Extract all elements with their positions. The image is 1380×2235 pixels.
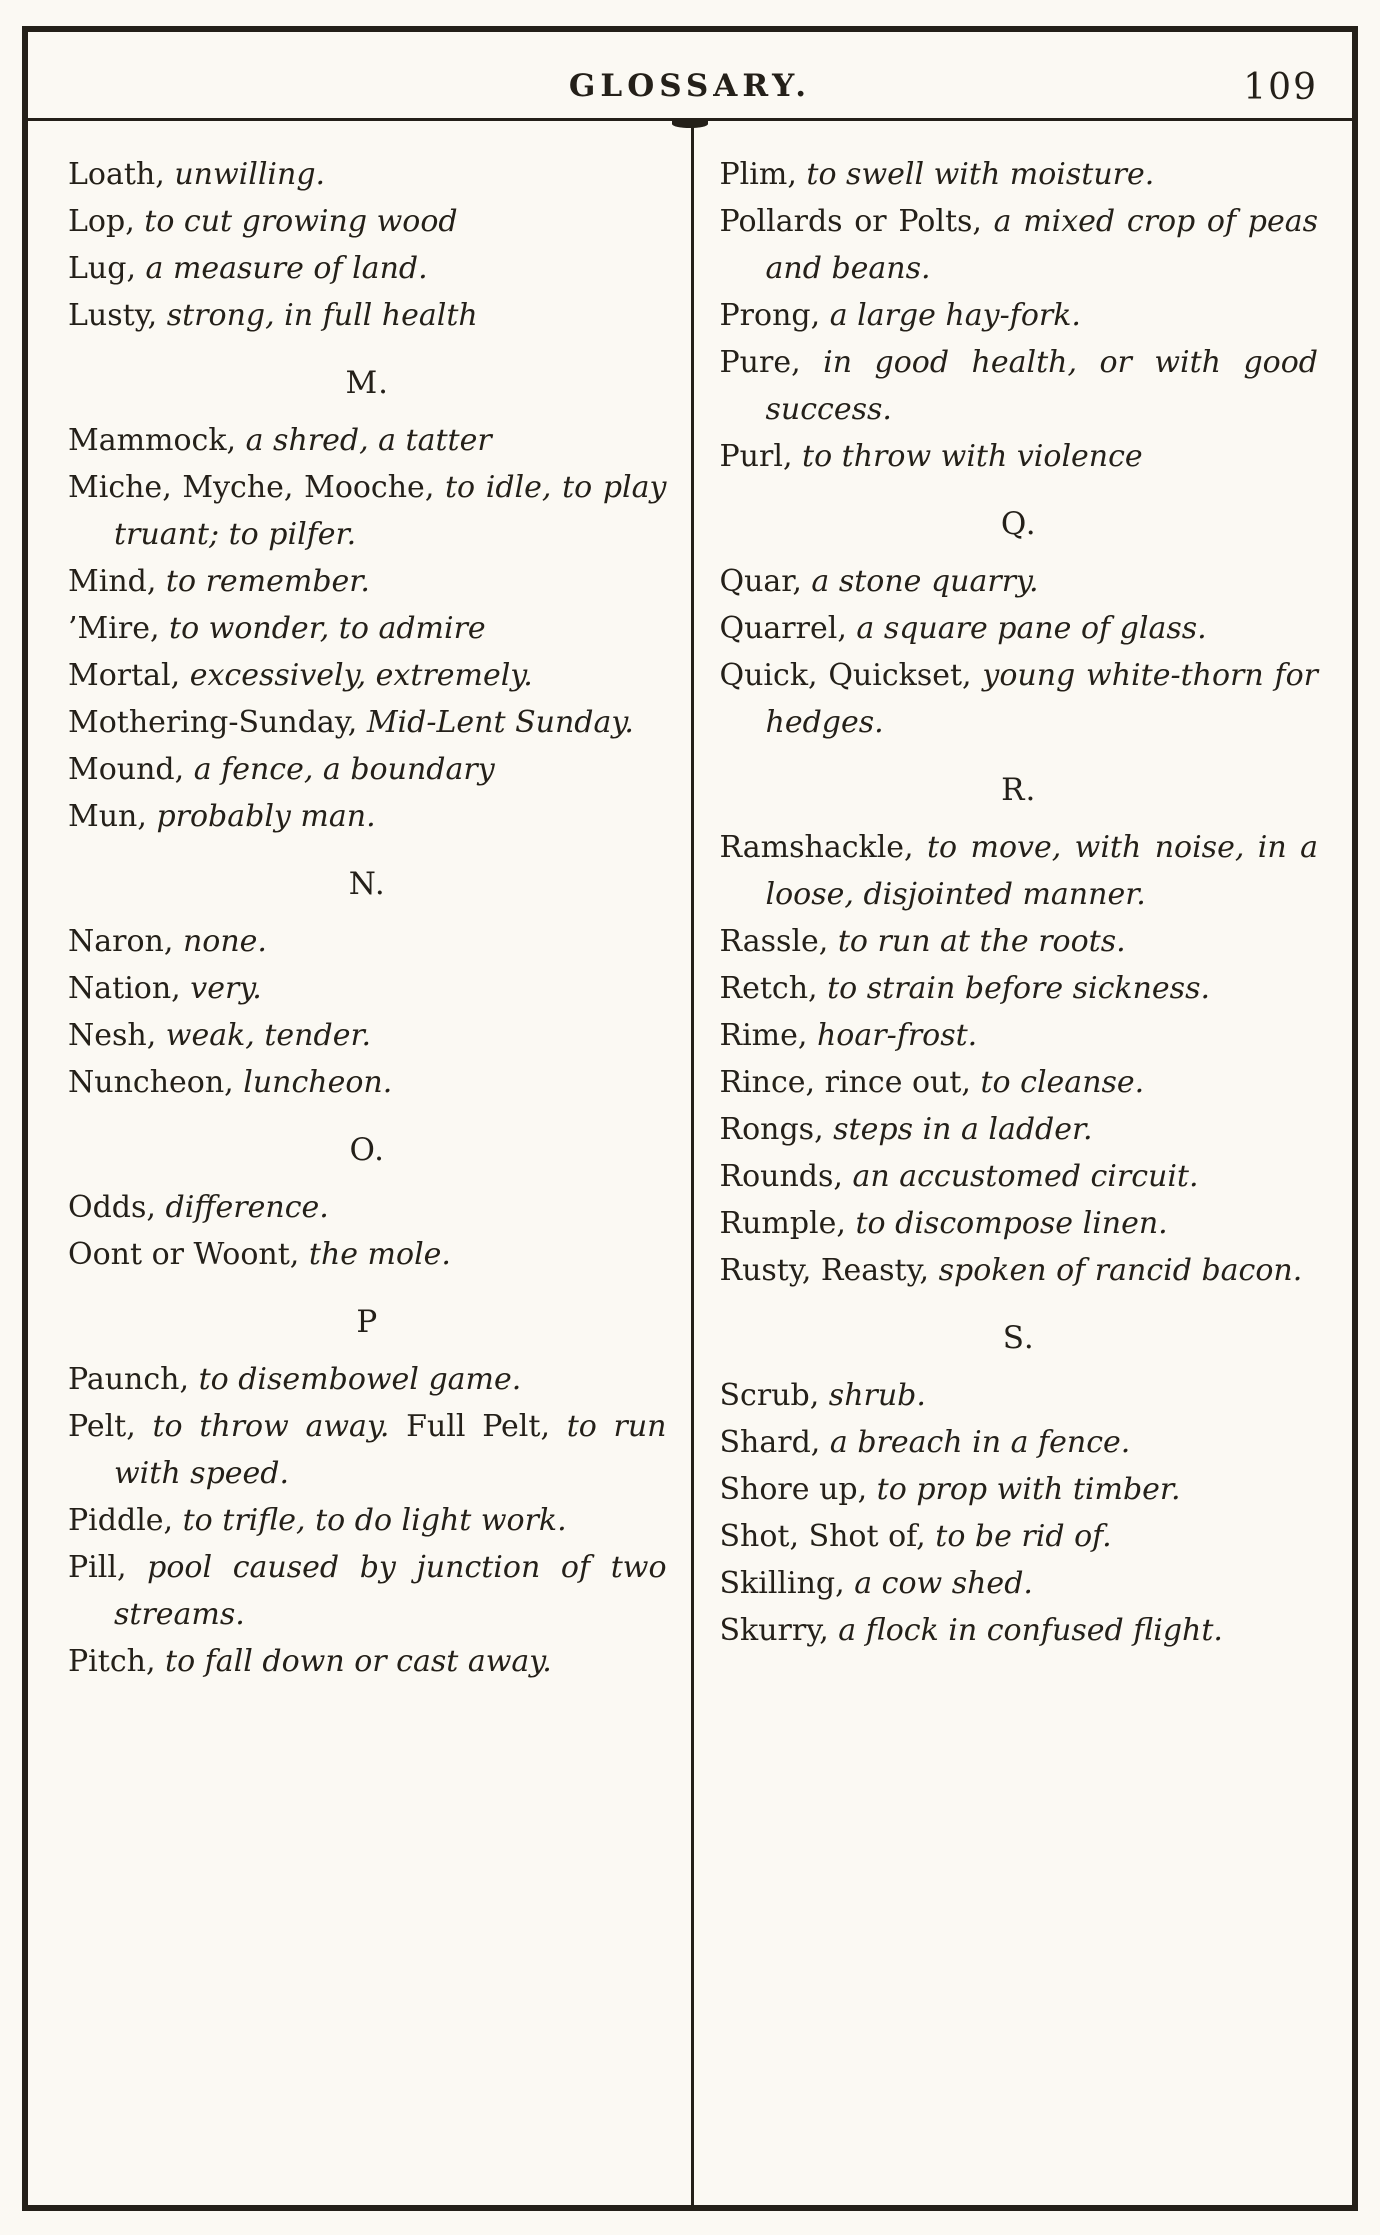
glossary-entry (68, 245, 667, 292)
entry-term: Naron, (68, 924, 183, 959)
entry-definition: none. (182, 924, 267, 959)
glossary-entry (720, 1466, 1319, 1513)
entry-definition: luncheon. (243, 1065, 393, 1100)
entry-term: Lusty, (68, 298, 167, 333)
entry-term: Nation, (68, 971, 191, 1006)
entry-term: Odds, (68, 1190, 166, 1225)
glossary-entry (68, 558, 667, 605)
page-title: GLOSSARY. (568, 68, 812, 104)
section-heading: O. (349, 1132, 385, 1168)
glossary-entry (720, 1513, 1319, 1560)
entry-term: Pitch, (68, 1644, 166, 1679)
glossary-entry (720, 1059, 1319, 1106)
entry-definition: strong, in full health (166, 298, 478, 333)
entry-definition: a measure of land. (145, 251, 428, 286)
entry-definition: a large hay-fork. (829, 298, 1081, 333)
entry-term: Lug, (68, 251, 146, 286)
entry-definition: to fall down or cast away. (165, 1644, 552, 1679)
glossary-entry (68, 746, 667, 793)
glossary-entry (68, 1403, 667, 1497)
entry-term: Skilling, (719, 1566, 855, 1601)
entry-definition: hoar-frost. (816, 1018, 978, 1053)
entry-term: Mind, (68, 564, 166, 599)
glossary-entry (68, 464, 667, 558)
entry-definition: to cut growing wood (144, 204, 458, 239)
section-heading: S. (1002, 1320, 1035, 1356)
entry-term: Rince, rince out, (719, 1065, 981, 1100)
glossary-entry (68, 918, 667, 965)
entry-term: Rongs, (719, 1112, 834, 1147)
glossary-entry (68, 699, 667, 746)
glossary-column-right (720, 151, 1319, 2205)
entry-term: Rusty, Reasty, (719, 1253, 939, 1288)
entry-term: Plim, (719, 157, 807, 192)
glossary-entry (720, 292, 1319, 339)
glossary-entry (68, 1012, 667, 1059)
entry-term: Quick, Quickset, (719, 658, 983, 693)
entry-definition: to disembowel game. (198, 1362, 522, 1397)
entry-definition: a mixed crop of peas and beans. (765, 204, 1319, 286)
entry-definition: to remember. (165, 564, 370, 599)
entry-term: ’Mire, (68, 611, 170, 646)
entry-term: Rumple, (719, 1206, 856, 1241)
section-heading: N. (348, 866, 386, 902)
entry-term: Rime, (719, 1018, 817, 1053)
entry-definition: a shred, a tatter (245, 423, 492, 458)
glossary-columns (28, 121, 1352, 2205)
entry-definition: to throw with violence (802, 439, 1143, 474)
glossary-entry (68, 198, 667, 245)
entry-definition: very. (190, 971, 262, 1006)
glossary-entry (68, 793, 667, 840)
glossary-entry (720, 1247, 1319, 1294)
entry-term: Quar, (719, 564, 812, 599)
entry-term: Full Pelt, (389, 1409, 567, 1444)
entry-definition: shrub. (828, 1378, 926, 1413)
entry-term: Nuncheon, (68, 1065, 244, 1100)
entry-term: Skurry, (719, 1613, 839, 1648)
entry-definition: weak, tender. (165, 1018, 372, 1053)
entry-definition: a flock in confused flight. (838, 1613, 1223, 1648)
entry-definition: pool caused by junction of two streams. (114, 1550, 667, 1632)
entry-definition: to move, with noise, in a loose, disjointed manner. (765, 830, 1318, 912)
entry-term: Mothering-Sunday, (68, 705, 367, 740)
glossary-entry (720, 433, 1319, 480)
glossary-entry (68, 417, 667, 464)
header-rule (28, 118, 1352, 121)
glossary-entry (720, 1607, 1319, 1654)
entry-definition: to discompose linen. (855, 1206, 1168, 1241)
glossary-entry (720, 1560, 1319, 1607)
entry-definition: a fence, a boundary (193, 752, 495, 787)
entry-definition: unwilling. (174, 157, 326, 192)
entry-term: Mound, (68, 752, 194, 787)
entry-definition: to be rid of. (935, 1519, 1112, 1554)
entry-definition: difference. (165, 1190, 329, 1225)
entry-term: Pill, (68, 1550, 148, 1585)
entry-definition: a square pane of glass. (856, 611, 1207, 646)
entry-definition: to idle, to play truant; to pilfer. (114, 470, 667, 552)
glossary-entry (68, 1544, 667, 1638)
glossary-entry (68, 292, 667, 339)
glossary-entry (720, 339, 1319, 433)
entry-term: Shot, Shot of, (719, 1519, 936, 1554)
glossary-entry (68, 1497, 667, 1544)
entry-term: Pure, (719, 345, 824, 380)
entry-term: Shard, (719, 1425, 830, 1460)
entry-term: Rounds, (719, 1159, 853, 1194)
glossary-entry (68, 1356, 667, 1403)
glossary-entry (68, 1638, 667, 1685)
page-frame (22, 26, 1358, 2211)
glossary-entry (68, 1059, 667, 1106)
entry-definition: to strain before sickness. (827, 971, 1211, 1006)
entry-definition: steps in a ladder. (833, 1112, 1093, 1147)
glossary-entry (68, 151, 667, 198)
entry-term: Oont or Woont, (68, 1237, 309, 1272)
entry-term: Retch, (719, 971, 828, 1006)
entry-definition: an accustomed circuit. (852, 1159, 1199, 1194)
entry-definition: to wonder, to admire (169, 611, 486, 646)
section-heading: M. (345, 365, 390, 401)
glossary-entry (720, 198, 1319, 292)
section-heading: R. (1001, 772, 1037, 808)
rule-ornament (672, 120, 708, 128)
entry-definition: to run at the roots. (837, 924, 1126, 959)
entry-term: Lop, (68, 204, 145, 239)
entry-term: Quarrel, (719, 611, 857, 646)
section-heading: P (356, 1304, 379, 1340)
glossary-entry (720, 1372, 1319, 1419)
entry-definition: to trifle, to do light work. (182, 1503, 567, 1538)
entry-term: Piddle, (68, 1503, 183, 1538)
entry-definition: in good health, or with good success. (765, 345, 1318, 427)
glossary-entry (720, 558, 1319, 605)
glossary-entry (720, 965, 1319, 1012)
entry-definition: young white-thorn for hedges. (765, 658, 1318, 740)
entry-term: Mammock, (68, 423, 246, 458)
entry-term: Mortal, (68, 658, 190, 693)
entry-definition: to throw away. (152, 1409, 390, 1444)
entry-definition: a cow shed. (854, 1566, 1033, 1601)
entry-term: Mun, (68, 799, 157, 834)
entry-definition: to run with speed. (114, 1409, 667, 1491)
entry-term: Paunch, (68, 1362, 199, 1397)
entry-term: Prong, (719, 298, 830, 333)
entry-term: Ramshackle, (719, 830, 927, 865)
page-header (28, 32, 1352, 118)
glossary-entry (68, 965, 667, 1012)
entry-definition: Mid-Lent Sunday. (366, 705, 634, 740)
entry-definition: to prop with timber. (876, 1472, 1181, 1507)
entry-term: Pollards or Polts, (719, 204, 994, 239)
entry-term: Scrub, (719, 1378, 829, 1413)
glossary-entry (720, 1012, 1319, 1059)
entry-definition: excessively, extremely. (189, 658, 533, 693)
glossary-entry (720, 1419, 1319, 1466)
entry-term: Rassle, (719, 924, 838, 959)
glossary-entry (720, 918, 1319, 965)
entry-definition: to cleanse. (980, 1065, 1145, 1100)
entry-definition: a breach in a fence. (829, 1425, 1131, 1460)
entry-term: Loath, (68, 157, 175, 192)
glossary-column-left (68, 151, 667, 2205)
glossary-entry (68, 605, 667, 652)
glossary-entry (720, 652, 1319, 746)
glossary-entry (720, 151, 1319, 198)
glossary-entry (68, 652, 667, 699)
entry-definition: to swell with moisture. (806, 157, 1155, 192)
glossary-entry (68, 1184, 667, 1231)
glossary-entry (720, 605, 1319, 652)
section-heading: Q. (1000, 506, 1037, 542)
entry-term: Nesh, (68, 1018, 166, 1053)
glossary-entry (68, 1231, 667, 1278)
entry-definition: spoken of rancid bacon. (938, 1253, 1303, 1288)
entry-term: Shore up, (719, 1472, 877, 1507)
glossary-entry (720, 1106, 1319, 1153)
entry-term: Miche, Myche, Mooche, (68, 470, 445, 505)
page-number: 109 (1243, 67, 1318, 108)
entry-definition: a stone quarry. (811, 564, 1039, 599)
entry-term: Purl, (719, 439, 803, 474)
entry-definition: the mole. (308, 1237, 451, 1272)
entry-definition: probably man. (156, 799, 376, 834)
glossary-entry (720, 1200, 1319, 1247)
glossary-entry (720, 824, 1319, 918)
column-divider (691, 121, 694, 2205)
glossary-entry (720, 1153, 1319, 1200)
entry-term: Pelt, (68, 1409, 153, 1444)
